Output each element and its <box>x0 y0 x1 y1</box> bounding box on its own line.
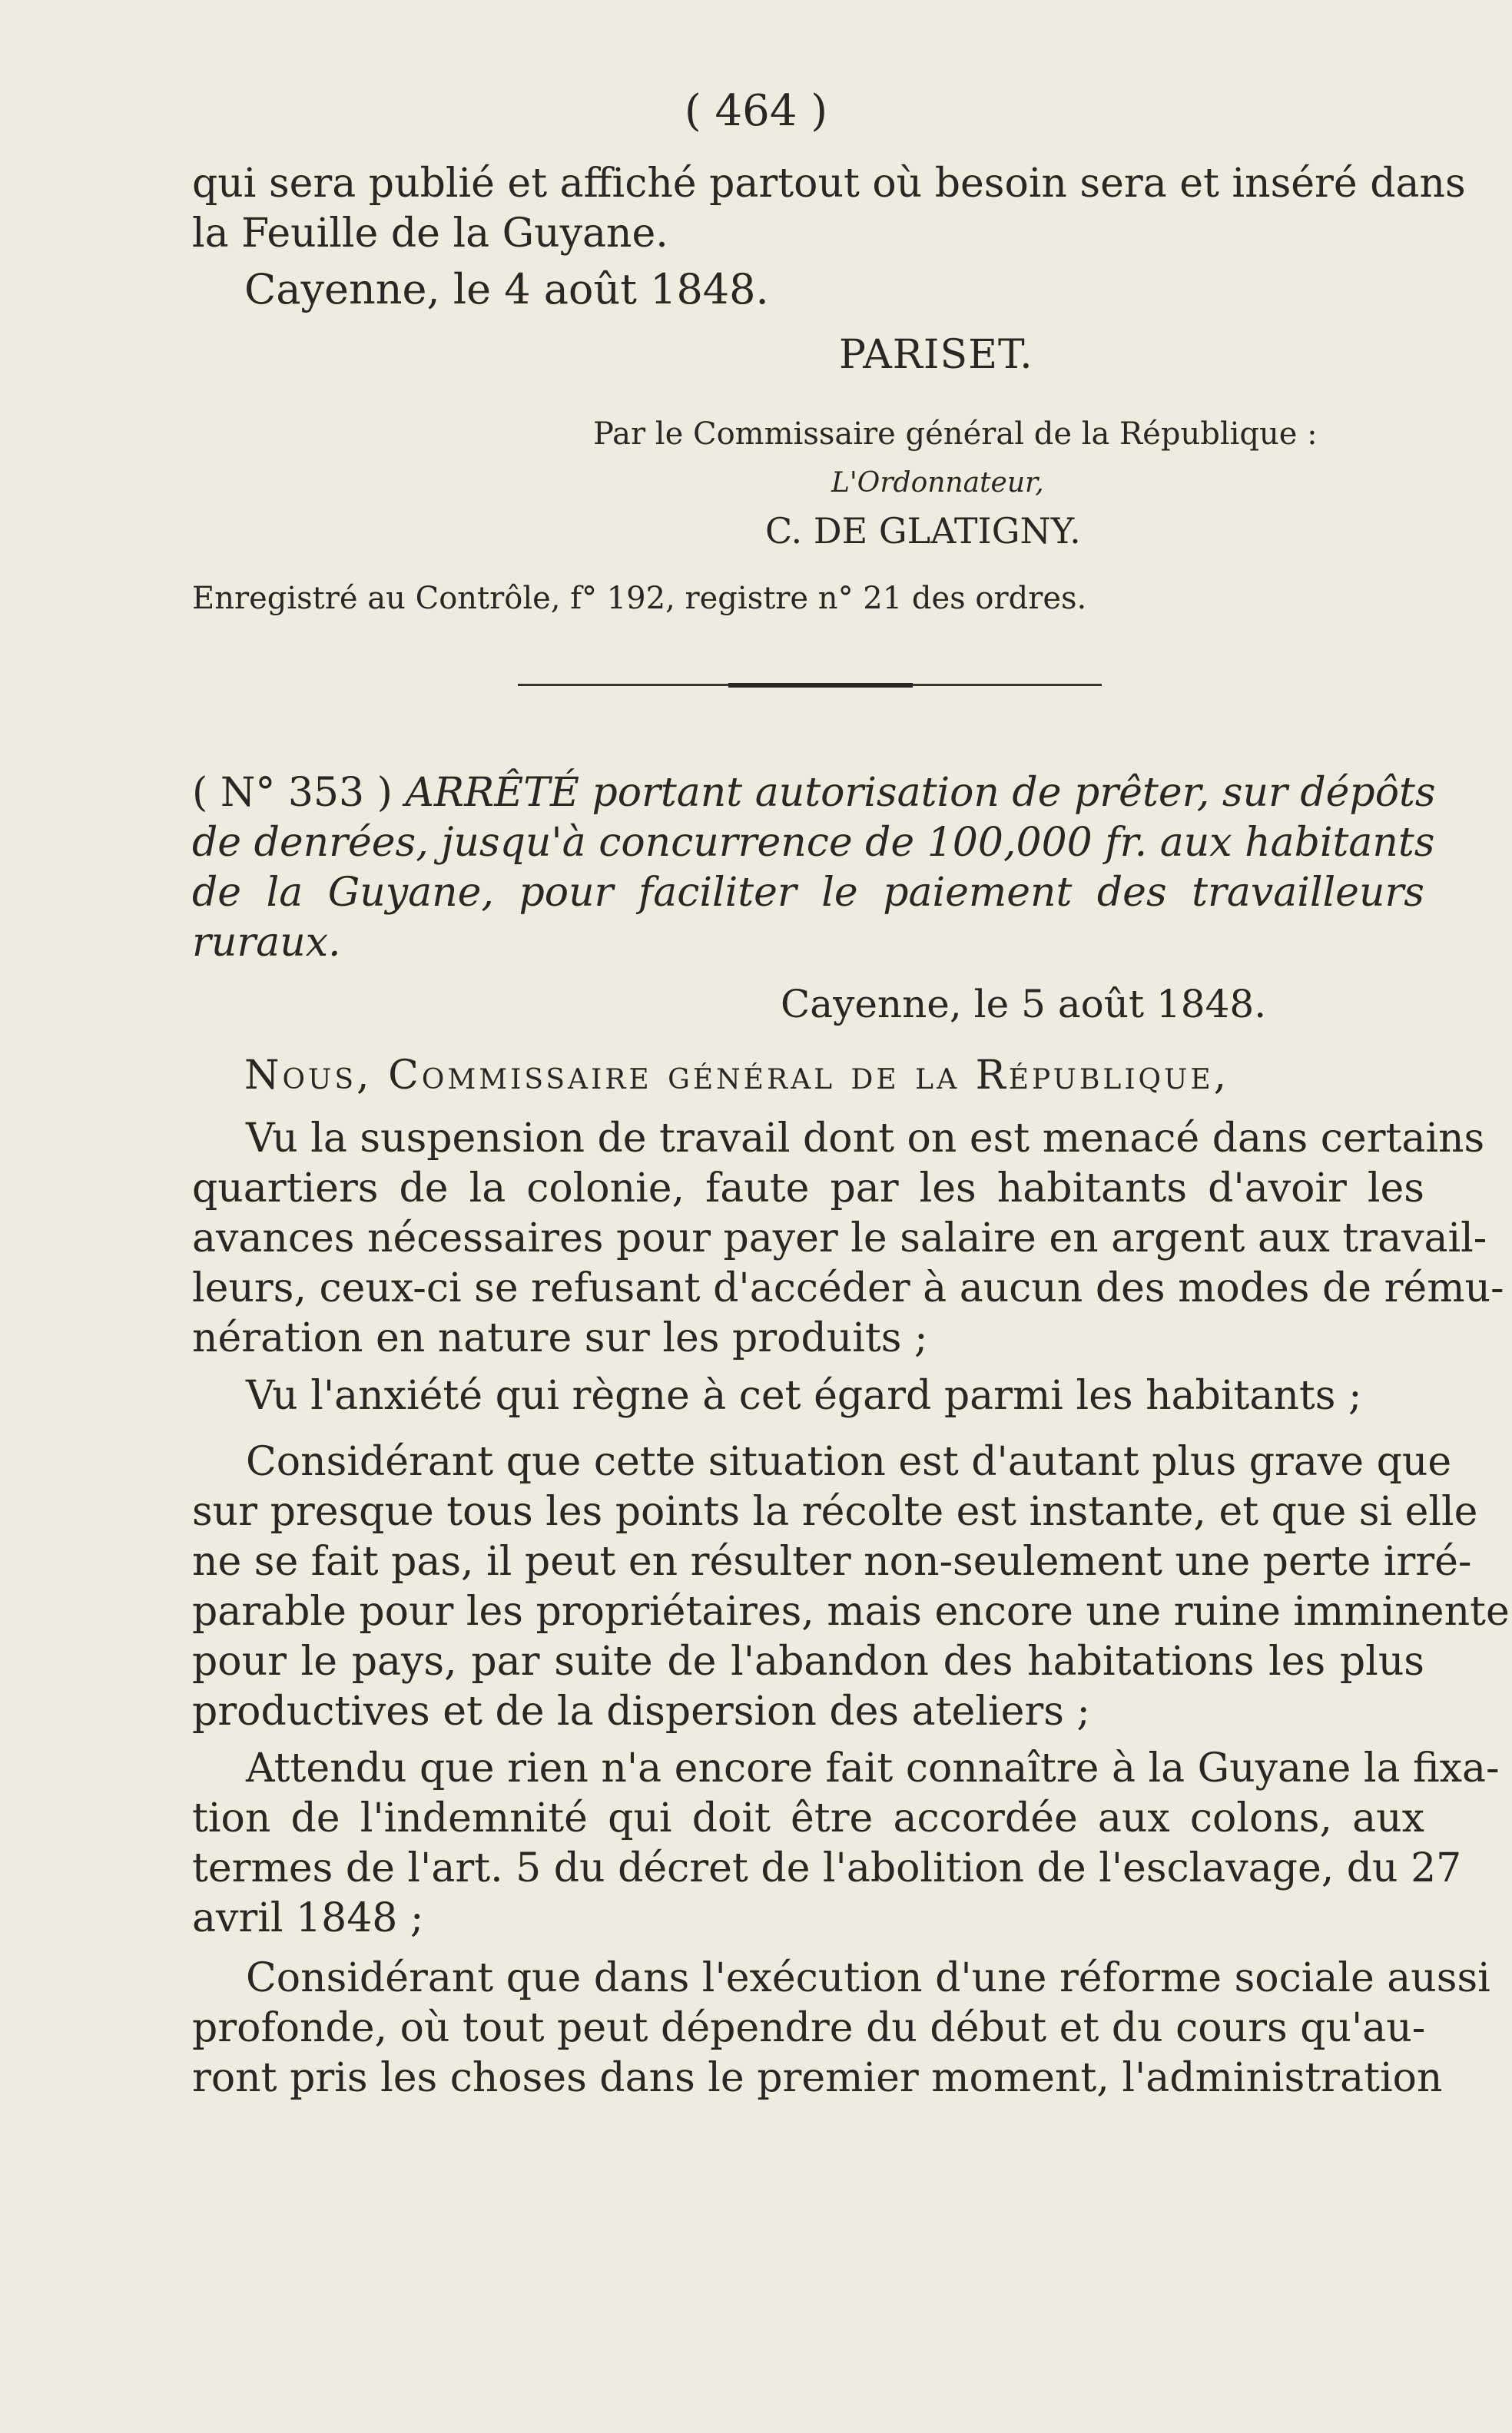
text-line: Vu l'anxiété qui règne à cet égard parmi les habitants ; <box>246 1373 1362 1419</box>
text-line: Vu la suspension de travail dont on est menacé dans certains <box>246 1115 1485 1162</box>
paragraph <box>192 1437 1510 1737</box>
title-line: ( N° 353 ) ARRÊTÉ portant autorisation de prêter, sur dépôts <box>192 770 1436 816</box>
title-line: de denrées, jusqu'à concurrence de 100,000 fr. aux habitants <box>192 820 1435 866</box>
text-line: ront pris les choses dans le premier moment, l'administration <box>192 2055 1443 2101</box>
arrete-title <box>192 768 1436 968</box>
text-line: avances nécessaires pour payer le salaire en argent aux travail- <box>192 1215 1487 1261</box>
text-line: Attendu que rien n'a encore fait connaître à la Guyane la fixa- <box>246 1745 1500 1792</box>
text-line: la Feuille de la Guyane. <box>192 210 668 257</box>
text-line: tion de l'indemnité qui doit être accordée aux colons, aux <box>192 1795 1424 1841</box>
text-line: nération en nature sur les produits ; <box>192 1315 928 1361</box>
text-line: profonde, où tout peut dépendre du début et du cours qu'au- <box>192 2005 1426 2051</box>
text-line: Considérant que cette situation est d'autant plus grave que <box>246 1439 1452 1485</box>
paragraph <box>192 1744 1500 1944</box>
separator-rule-center <box>728 683 913 688</box>
signature: PARISET. <box>839 332 1033 378</box>
registration-note: Enregistré au Contrôle, f° 192, registre n° 21 des ordres. <box>192 581 1087 616</box>
text-line: ne se fait pas, il peut en résulter non-seulement une perte irré- <box>192 1539 1472 1585</box>
text-line: productives et de la dispersion des ateliers ; <box>192 1689 1090 1735</box>
arrete-number: ( N° 353 ) <box>192 770 393 816</box>
text-line: termes de l'art. 5 du décret de l'abolition de l'esclavage, du 27 <box>192 1845 1462 1891</box>
preamble: Nous, Commissaire général de la République, <box>244 1052 1230 1099</box>
title-line: ruraux. <box>192 920 341 966</box>
header-paragraph <box>192 159 1466 259</box>
text-line: pour le pays, par suite de l'abandon des habitations les plus <box>192 1639 1424 1685</box>
title-line: de la Guyane, pour faciliter le paiement des travailleurs <box>192 870 1424 916</box>
text-line: parable pour les propriétaires, mais encore une ruine imminente <box>192 1589 1510 1635</box>
text-line: Considérant que dans l'exécution d'une réforme sociale aussi <box>246 1955 1490 2001</box>
paragraph <box>192 1954 1490 2103</box>
text-line: sur presque tous les points la récolte est instante, et que si elle <box>192 1489 1478 1535</box>
arrete-date: Cayenne, le 5 août 1848. <box>781 982 1267 1026</box>
paragraph <box>192 1114 1504 1364</box>
paragraph <box>192 1371 1424 1421</box>
text-line: quartiers de la colonie, faute par les habitants d'avoir les <box>192 1165 1424 1212</box>
countersign-by: Par le Commissaire général de la République : <box>593 416 1318 452</box>
text-line: avril 1848 ; <box>192 1895 424 1941</box>
place-date: Cayenne, le 4 août 1848. <box>244 265 769 313</box>
page-number: ( 464 ) <box>684 86 828 136</box>
text-line: leurs, ceux-ci se refusant d'accéder à aucun des modes de rému- <box>192 1265 1504 1311</box>
countersign-role: L'Ordonnateur, <box>831 467 1044 499</box>
countersign-name: C. DE GLATIGNY. <box>765 510 1081 552</box>
text-line: qui sera publié et affiché partout où besoin sera et inséré dans <box>192 161 1466 207</box>
